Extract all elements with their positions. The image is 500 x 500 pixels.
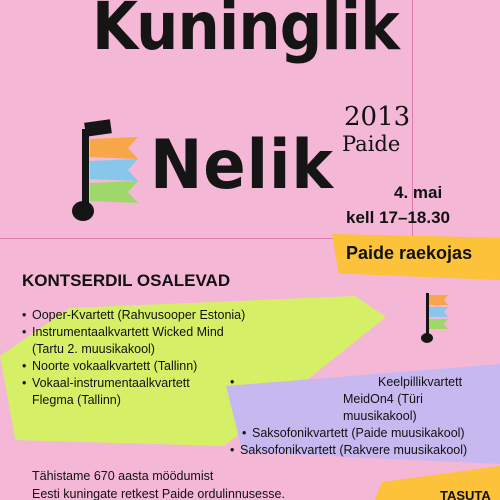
free-entry-label: TASUTA <box>440 488 491 500</box>
list-item-line: • Saksofonikvartett (Paide muusikakool) <box>252 426 465 440</box>
small-music-note-flags-icon <box>421 287 449 347</box>
list-item <box>228 442 498 459</box>
event-year: 2013 <box>344 102 411 132</box>
title-line-1: Kuninglik <box>92 0 399 65</box>
list-item-line: • Vokaal-instrumentaalkvartett <box>32 376 190 390</box>
list-item <box>20 358 300 375</box>
performers-heading: KONTSERDIL OSALEVAD <box>22 271 231 290</box>
list-item-continuation: MeidOn4 (Türi muusikakool) <box>343 392 423 423</box>
footer-line-1: Tähistame 670 aasta möödumist <box>32 469 214 483</box>
list-item-line: • Keelpillikvartett <box>378 375 463 389</box>
list-item-line: (Tartu 2. muusikakool) <box>32 342 155 356</box>
list-item <box>20 307 300 324</box>
title-line-2: Nelik <box>150 126 334 205</box>
event-city: Paide <box>342 132 401 156</box>
event-date: 4. mai <box>394 183 443 202</box>
event-place: Paide raekojas <box>346 243 473 263</box>
performers-list-right <box>228 374 498 459</box>
list-item-line: • Instrumentaalkvartett Wicked Mind <box>32 325 224 339</box>
list-item-line: • Saksofonikvartett (Rakvere muusikakool) <box>240 443 468 457</box>
music-note-flags-icon <box>72 115 142 227</box>
list-item-line: Flegma (Tallinn) <box>32 393 121 407</box>
list-item-line: • Ooper-Kvartett (Rahvusooper Estonia) <box>32 308 246 322</box>
event-time: kell 17–18.30 <box>346 208 450 227</box>
footer-line-2: Eesti kuningate retkest Paide ordulinnusesse. <box>32 487 285 500</box>
list-item <box>228 374 498 391</box>
list-item <box>240 425 498 442</box>
list-item-line: • Noorte vokaalkvartett (Tallinn) <box>32 359 198 373</box>
list-item <box>20 324 300 358</box>
footer-text <box>32 467 285 500</box>
